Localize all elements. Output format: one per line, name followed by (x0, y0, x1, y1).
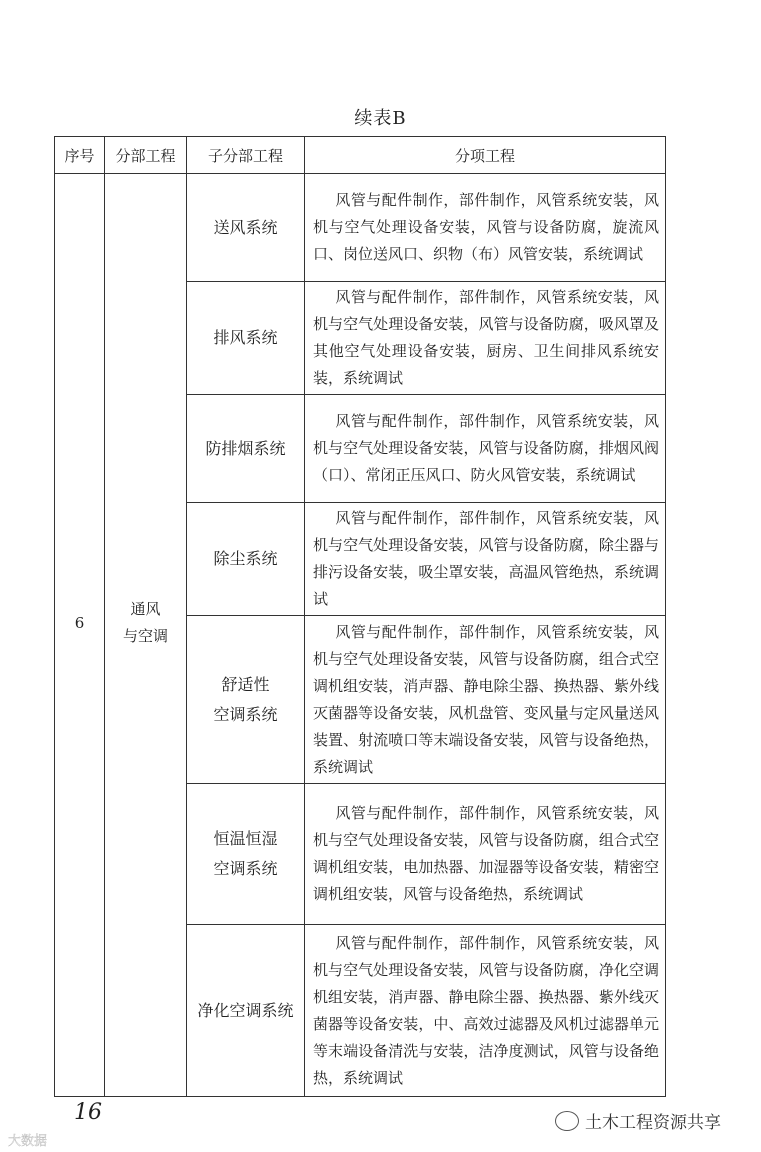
division-name (105, 174, 187, 1097)
item-list-text: 风管与配件制作，部件制作，风管系统安装，风机与空气处理设备安装，风管与设备防腐，除尘器与排污设备安装，吸尘罩安装，高温风管绝热，系统调试 (313, 509, 659, 608)
table-header-row (55, 137, 666, 174)
item-list-text: 风管与配件制作，部件制作，风管系统安装，风机与空气处理设备安装，风管与设备防腐，净化空调机组安装，消声器、静电除尘器、换热器、紫外线灭菌器等设备安装，中、高效过滤器及风机过滤器单元等末端设备清洗与安装，洁净度测试，风管与设备绝热，系统调试 (313, 933, 659, 1087)
subdivision-name (187, 395, 305, 503)
watermark-right-text: 土木工程资源共享 (585, 1113, 721, 1133)
item-list-text: 风管与配件制作，部件制作，风管系统安装，风机与空气处理设备安装，风管与设备防腐，排烟风阀（口）、常闭正压风口、防火风管安装，系统调试 (313, 412, 659, 484)
item-list (305, 784, 666, 925)
subdivision-name-line: 净化空调系统 (197, 1000, 294, 1020)
subdivision-name (187, 174, 305, 282)
item-list (305, 616, 666, 784)
page-number: 16 (74, 1100, 102, 1125)
item-list (305, 174, 666, 282)
division-name-line2: 与空调 (122, 627, 168, 645)
subdivision-name (187, 925, 305, 1097)
item-list (305, 282, 666, 395)
subdivision-name-line: 防排烟系统 (205, 438, 286, 458)
item-list-text: 风管与配件制作，部件制作，风管系统安装，风机与空气处理设备安装，风管与设备防腐，吸风罩及其他空气处理设备安装，厨房、卫生间排风系统安装，系统调试 (313, 288, 659, 387)
table-row (55, 174, 666, 282)
header-no: 序号 (55, 137, 105, 174)
item-list (305, 925, 666, 1097)
division-name-line1: 通风 (130, 600, 161, 618)
watermark-right (555, 1108, 721, 1133)
subdivision-name-line: 空调系统 (213, 704, 278, 724)
subdivision-name (187, 784, 305, 925)
item-list (305, 503, 666, 616)
watermark-left: 大数据 (8, 1134, 48, 1149)
row-number: 6 (55, 174, 105, 1097)
subdivision-name (187, 282, 305, 395)
subdivision-name-line: 空调系统 (213, 859, 278, 878)
subdivision-name-line: 除尘系统 (213, 549, 278, 568)
subdivision-name-line: 恒温恒湿 (213, 829, 278, 848)
subdivision-name-line: 送风系统 (213, 217, 278, 237)
item-list-text: 风管与配件制作，部件制作，风管系统安装，风机与空气处理设备安装，风管与设备防腐，旋流风口、岗位送风口、织物（布）风管安装，系统调试 (313, 191, 659, 263)
subdivision-name-line: 舒适性 (221, 674, 270, 694)
wechat-logo-icon (555, 1111, 579, 1131)
header-subdivision: 子分部工程 (187, 137, 305, 174)
header-items: 分项工程 (305, 137, 666, 174)
subdivision-name-line: 排风系统 (213, 328, 278, 347)
item-list (305, 395, 666, 503)
item-list-text: 风管与配件制作，部件制作，风管系统安装，风机与空气处理设备安装，风管与设备防腐，组合式空调机组安装，消声器、静电除尘器、换热器、紫外线灭菌器等设备安装，风机盘管、变风量与定风量送风装置、射流喷口等末端设备安装，风管与设备绝热，系统调试 (313, 622, 659, 776)
subdivision-name (187, 503, 305, 616)
subdivision-table (54, 136, 666, 1097)
header-division: 分部工程 (105, 137, 187, 174)
table-caption: 续表B (354, 108, 407, 129)
subdivision-name (187, 616, 305, 784)
item-list-text: 风管与配件制作，部件制作，风管系统安装，风机与空气处理设备安装，风管与设备防腐，组合式空调机组安装，电加热器、加湿器等设备安装，精密空调机组安装，风管与设备绝热，系统调试 (313, 804, 659, 903)
